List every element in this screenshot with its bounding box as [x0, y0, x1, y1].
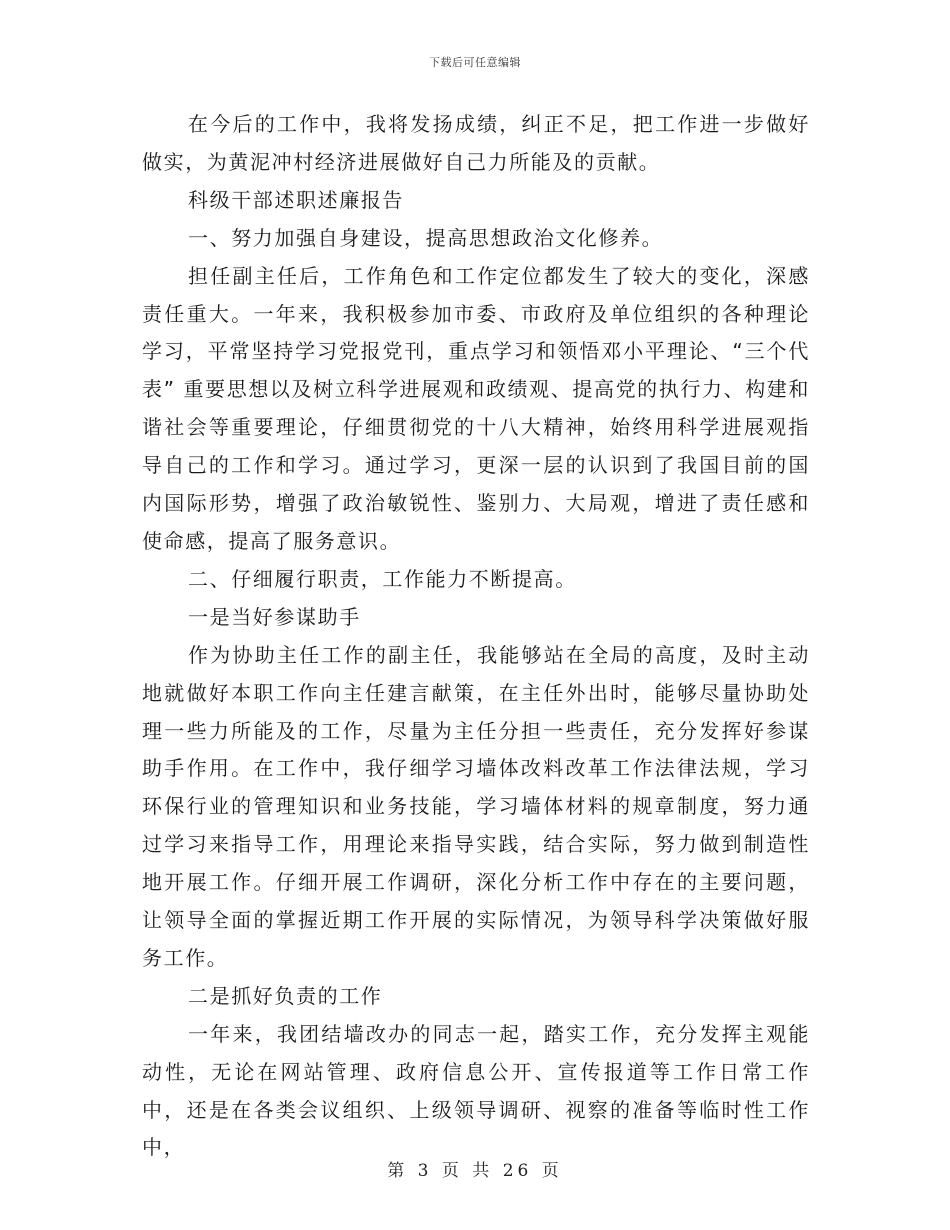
section-title: 科级干部述职述廉报告: [188, 187, 404, 212]
section-heading: 一、努力加强自身建设，提高思想政治文化修养。: [188, 225, 664, 250]
paragraph: 在今后的工作中，我将发扬成绩，纠正不足，把工作进一步做好做实，为黄泥冲村经济进展做好自己力所能及的贡献。: [142, 112, 810, 174]
paragraph: 担任副主任后，工作角色和工作定位都发生了较大的变化，深感责任重大。一年来，我积极参加市委、市政府及单位组织的各种理论学习，平常坚持学习党报党刊，重点学习和领悟邓小平理论、“三个代表” 重要思想以及树立科学进展观和政绩观、提高党的执行力、构建和谐社会等重要理论，仔细贯彻党的十八大精神，始终用科学进展观指导自己的工作和学习。通过学习，更深一层的认识到了我国目前的国内国际形势，增强了政治敏锐性、鉴别力、大局观，增进了责任感和使命感，提高了服务意识。: [142, 263, 810, 553]
document-body: [142, 106, 810, 1167]
page-number-footer: 第 3 页 共 26 页: [387, 1161, 563, 1181]
paragraph: 作为协助主任工作的副主任，我能够站在全局的高度，及时主动地就做好本职工作向主任建言献策，在主任外出时，能够尽量协助处理一些力所能及的工作，尽量为主任分担一些责任，充分发挥好参谋助手作用。在工作中，我仔细学习墙体改料改革工作法律法规，学习环保行业的管理知识和业务技能，学习墙体材料的规章制度，努力通过学习来指导工作，用理论来指导实践，结合实际，努力做到制造性地开展工作。仔细开展工作调研，深化分析工作中存在的主要问题，让领导全面的掌握近期工作开展的实际情况，为领导科学决策做好服务工作。: [142, 642, 810, 970]
page-header: 下载后可任意编辑: [429, 56, 521, 69]
paragraph: 一年来，我团结墙改办的同志一起，踏实工作，充分发挥主观能动性，无论在网站管理、政府信息公开、宣传报道等工作日常工作中，还是在各类会议组织、上级领导调研、视察的准备等临时性工作中，: [142, 1021, 810, 1160]
subsection-heading: 二是抓好负责的工作: [188, 983, 383, 1008]
section-heading: 二、仔细履行职责，工作能力不断提高。: [188, 566, 577, 591]
subsection-heading: 一是当好参谋助手: [188, 604, 361, 629]
